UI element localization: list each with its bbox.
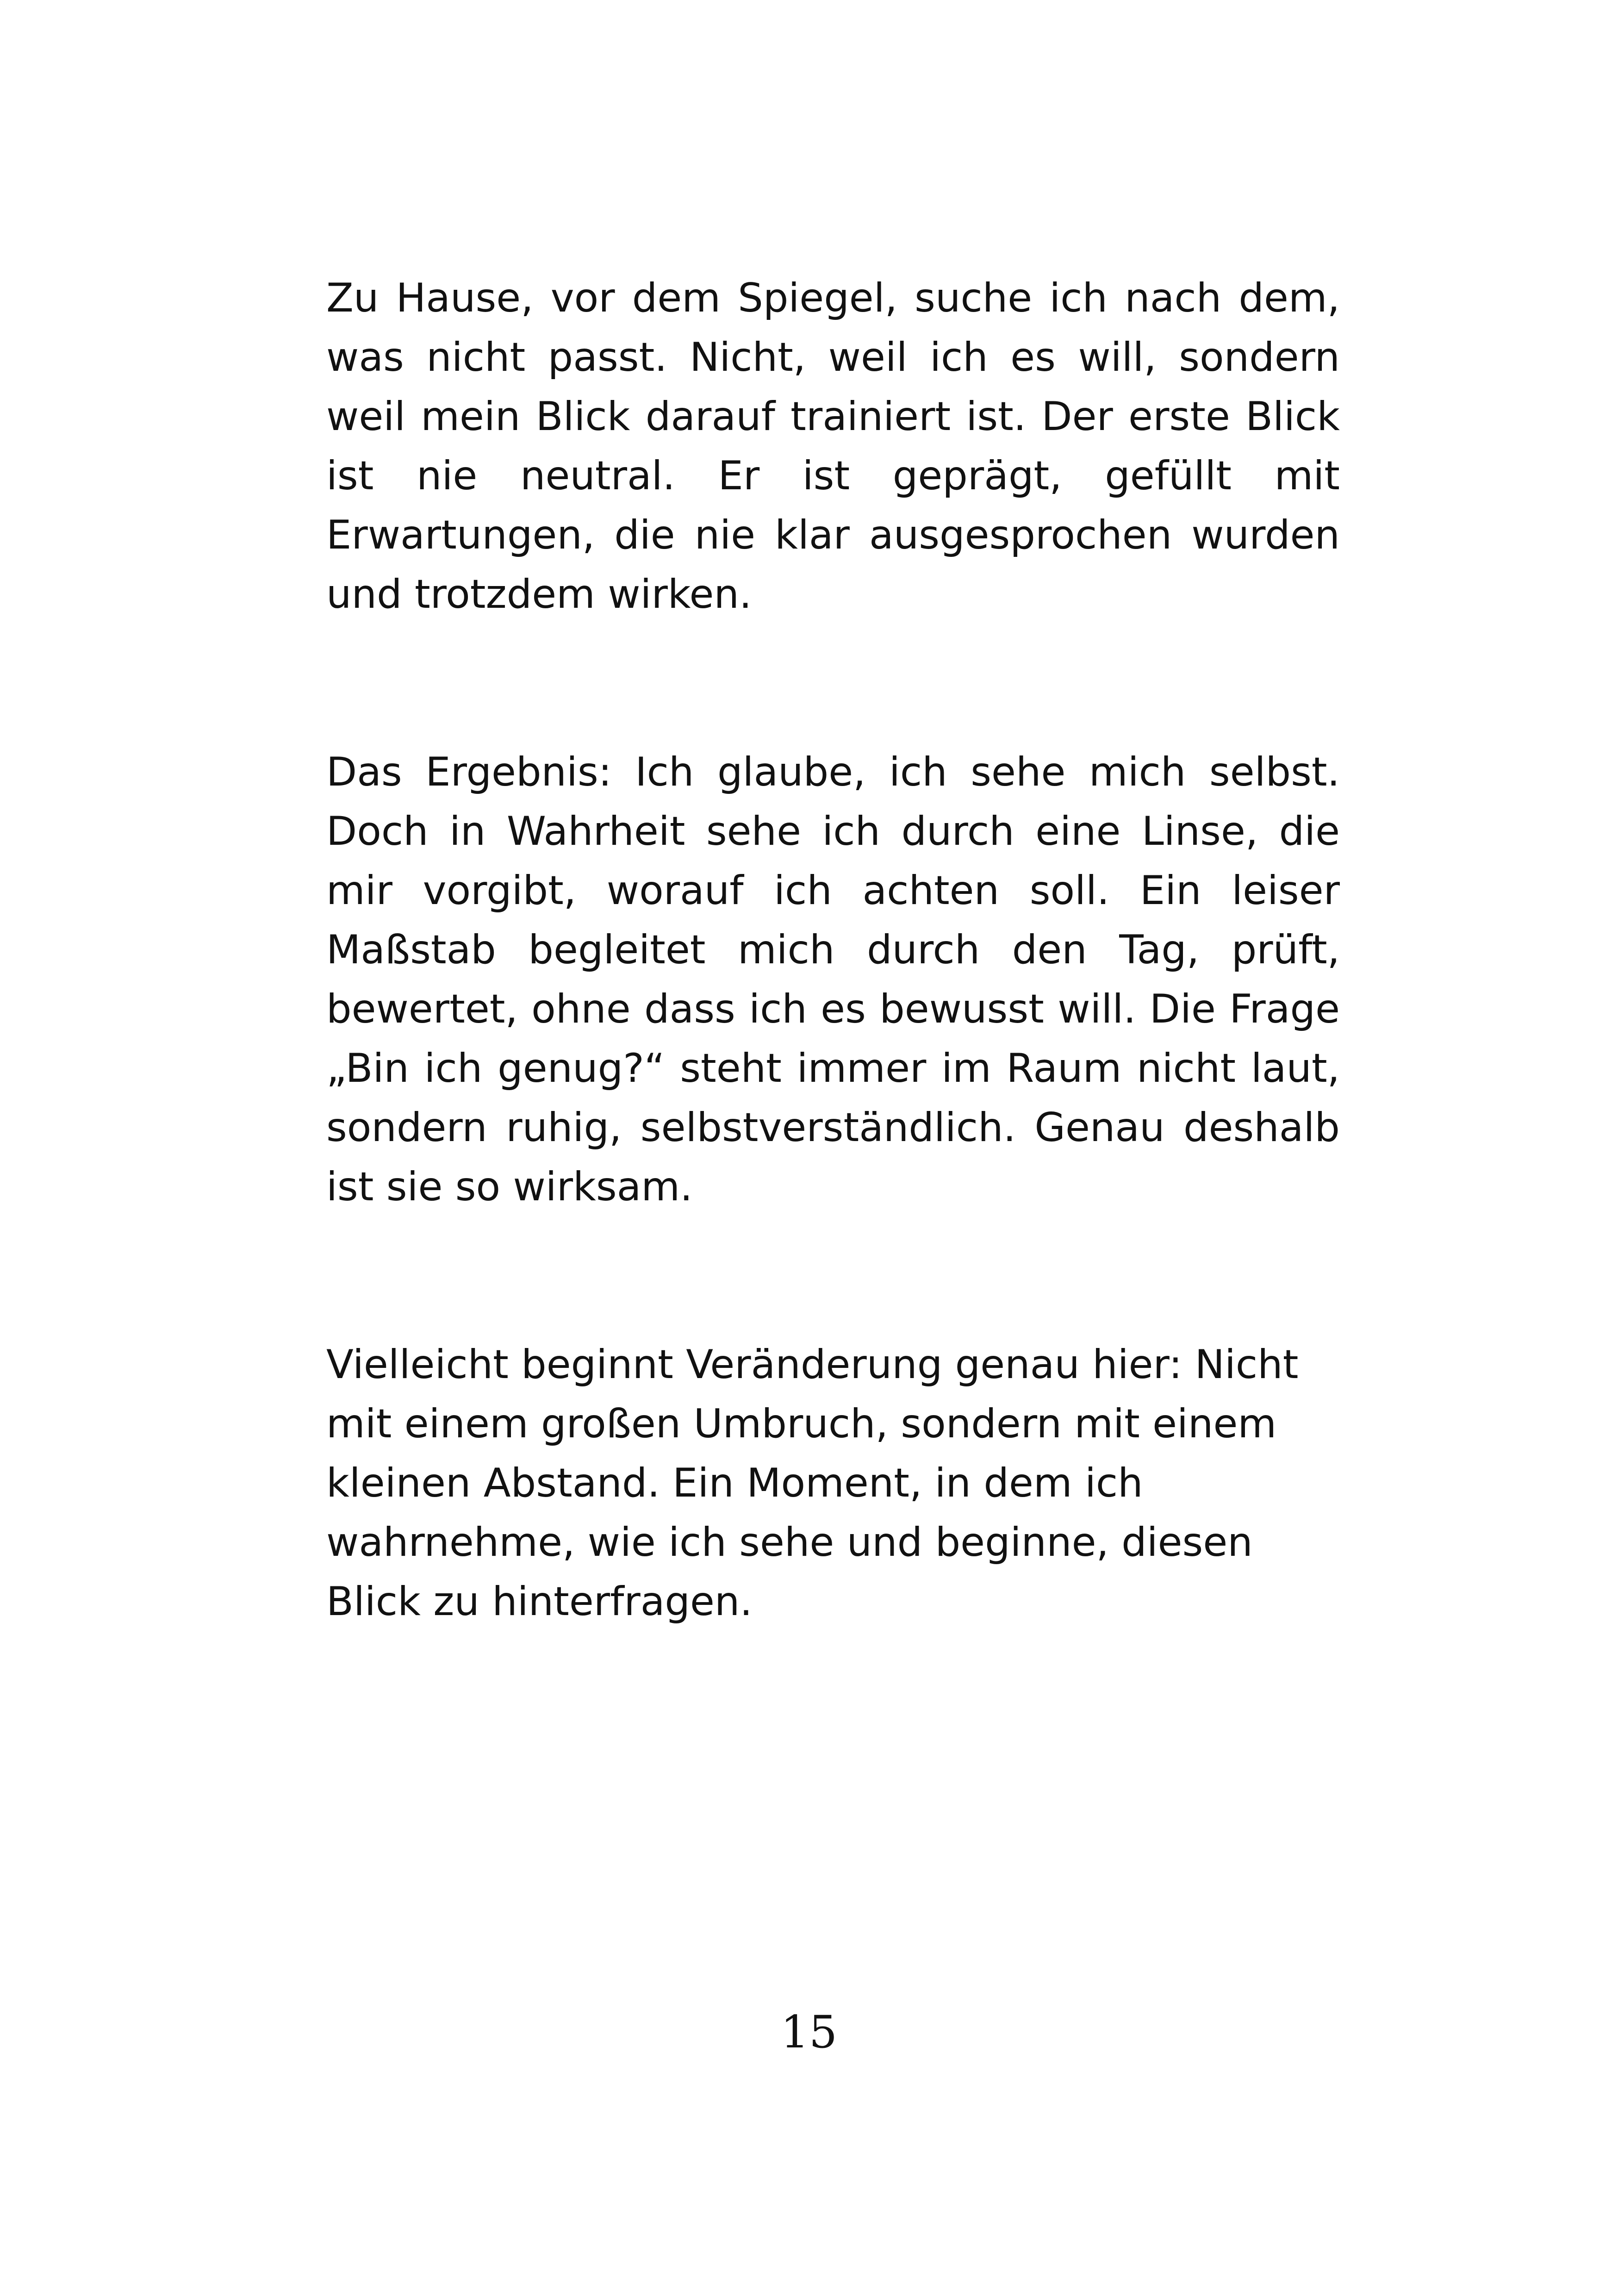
paragraph-3: Vielleicht beginnt Veränderung genau hier: Nicht mit einem großen Umbruch, sondern mit einem kleinen Abstand. Ein Moment, in dem ich wahrnehme, wie ich sehe und beginne, diesen Blick zu hinterfragen. bbox=[326, 1341, 1299, 1625]
paragraph-2: Das Ergebnis: Ich glaube, ich sehe mich selbst. Doch in Wahrheit sehe ich durch eine Linse, die mir vorgibt, worauf ich achten soll. Ein leiser Maßstab begleitet mich durch den Tag, prüft, bewertet, ohne dass ich es bewusst will. Die Frage „Bin ich genug?“ steht immer im Raum nicht laut, sondern ruhig, selbstverständlich. Genau deshalb ist sie so wirksam. bbox=[326, 749, 1340, 1210]
page-number: 15 bbox=[780, 2006, 838, 2058]
paragraph-1: Zu Hause, vor dem Spiegel, suche ich nach dem, was nicht passt. Nicht, weil ich es will, sondern weil mein Blick darauf trainiert ist. Der erste Blick ist nie neutral. Er ist geprägt, gefüllt mit Erwartungen, die nie klar ausgesprochen wurden und trotzdem wirken. bbox=[326, 275, 1340, 618]
body-text bbox=[326, 268, 1340, 1631]
